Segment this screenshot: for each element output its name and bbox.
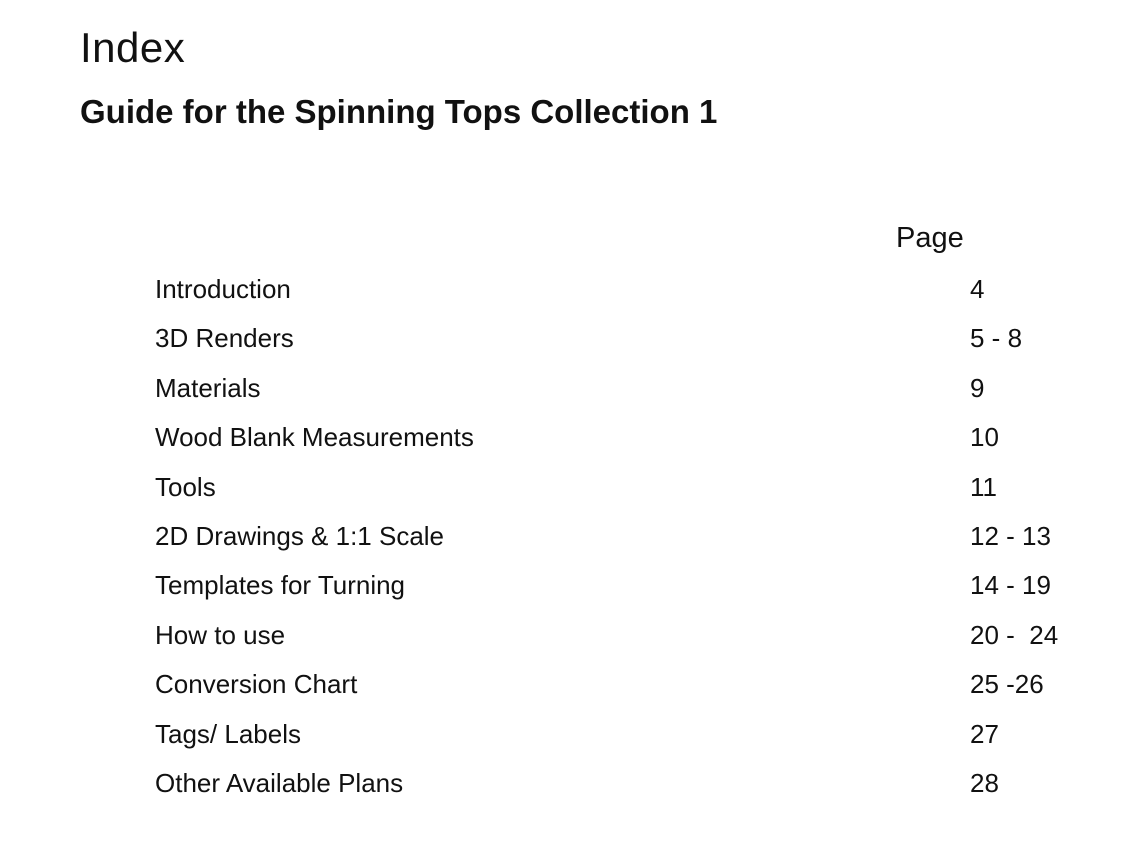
page-column-header: Page <box>896 222 964 254</box>
index-entry-2d-drawings <box>155 517 1095 566</box>
index-entry-3d-renders <box>155 319 1095 368</box>
index-entry-label: Other Available Plans <box>155 767 404 798</box>
index-entry-pages: 25 -26 <box>970 669 1044 700</box>
index-entry-pages: 12 - 13 <box>970 520 1051 551</box>
index-entry-label: How to use <box>155 619 286 650</box>
index-entry-pages: 11 <box>970 471 997 502</box>
index-entry-pages: 9 <box>970 372 985 403</box>
index-entry-pages: 10 <box>970 422 999 453</box>
index-entry-label: Introduction <box>155 274 291 304</box>
index-entry-pages: 27 <box>970 718 999 749</box>
index-entry-conversion-chart <box>155 665 1095 714</box>
index-entry-label: Materials <box>155 372 261 403</box>
index-entry-label: Wood Blank Measurements <box>155 422 474 453</box>
index-entry-pages: 20 - 24 <box>970 619 1059 650</box>
page-title: Index <box>80 24 186 71</box>
index-entry-label: 3D Renders <box>155 323 294 354</box>
index-entry-how-to-use <box>155 616 1095 665</box>
index-entry-label: Tags/ Labels <box>155 718 301 749</box>
index-entry-wood-blank-measurements <box>155 418 1095 467</box>
index-entry-label: Templates for Turning <box>155 570 406 601</box>
index-entry-other-available-plans <box>155 764 1095 813</box>
index-entry-pages: 28 <box>970 767 999 798</box>
index-list <box>155 270 1095 813</box>
index-entry-templates-for-turning <box>155 566 1095 615</box>
index-entry-tools <box>155 468 1095 517</box>
index-entry-pages: 5 - 8 <box>970 323 1023 354</box>
index-entry-materials <box>155 369 1095 418</box>
index-entry-label: 2D Drawings & 1:1 Scale <box>155 520 445 551</box>
index-entry-introduction <box>155 270 1095 319</box>
index-entry-pages: 4 <box>970 274 985 304</box>
index-entry-pages: 14 - 19 <box>970 570 1051 601</box>
index-entry-tags-labels <box>155 715 1095 764</box>
index-entry-label: Tools <box>155 471 216 502</box>
page-subtitle: Guide for the Spinning Tops Collection 1 <box>80 93 718 130</box>
index-entry-label: Conversion Chart <box>155 669 358 700</box>
